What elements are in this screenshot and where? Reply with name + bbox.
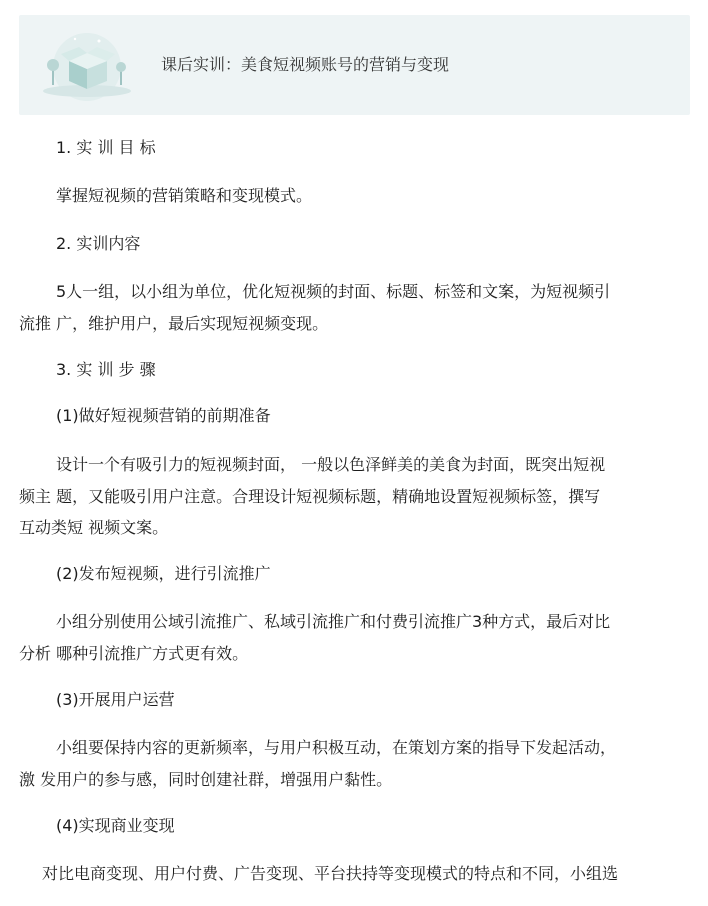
box-illustration-icon [39,27,135,101]
step-heading: (4)实现商业变现 [56,816,175,835]
paragraph-line: 互动类短 视频文案。 [19,518,169,537]
paragraph-line: 分析 哪种引流推广方式更有效。 [19,644,249,663]
paragraph-line: 激 发用户的参与感，同时创建社群，增强用户黏性。 [19,770,393,789]
step-heading: (3)开展用户运营 [56,690,175,709]
paragraph-line: 5人一组，以小组为单位，优化短视频的封面、标题、标签和文案，为短视频引 [56,282,611,301]
paragraph-line: 小组分别使用公域引流推广、私域引流推广和付费引流推广3种方式，最后对比 [56,612,611,631]
section-heading: 3. 实 训 步 骤 [56,360,156,379]
lesson-banner [19,15,690,115]
paragraph-line: 掌握短视频的营销策略和变现模式。 [56,186,313,205]
paragraph-line: 频主 题，又能吸引用户注意。合理设计短视频标题，精确地设置短视频标签，撰写 [19,487,601,506]
banner-title: 课后实训：美食短视频账号的营销与变现 [161,55,450,74]
section-heading: 2. 实训内容 [56,234,141,253]
section-heading: 1. 实 训 目 标 [56,138,156,157]
paragraph-line: 设计一个有吸引力的短视频封面， 一般以色泽鲜美的美食为封面，既突出短视 [56,455,606,474]
step-heading: (1)做好短视频营销的前期准备 [56,406,271,425]
step-heading: (2)发布短视频，进行引流推广 [56,564,271,583]
paragraph-line: 小组要保持内容的更新频率，与用户积极互动，在策划方案的指导下发起活动， [56,738,617,757]
paragraph-line: 流推 广，维护用户，最后实现短视频变现。 [19,314,329,333]
paragraph-line: 对比电商变现、用户付费、广告变现、平台扶持等变现模式的特点和不同，小组选 [42,864,619,883]
